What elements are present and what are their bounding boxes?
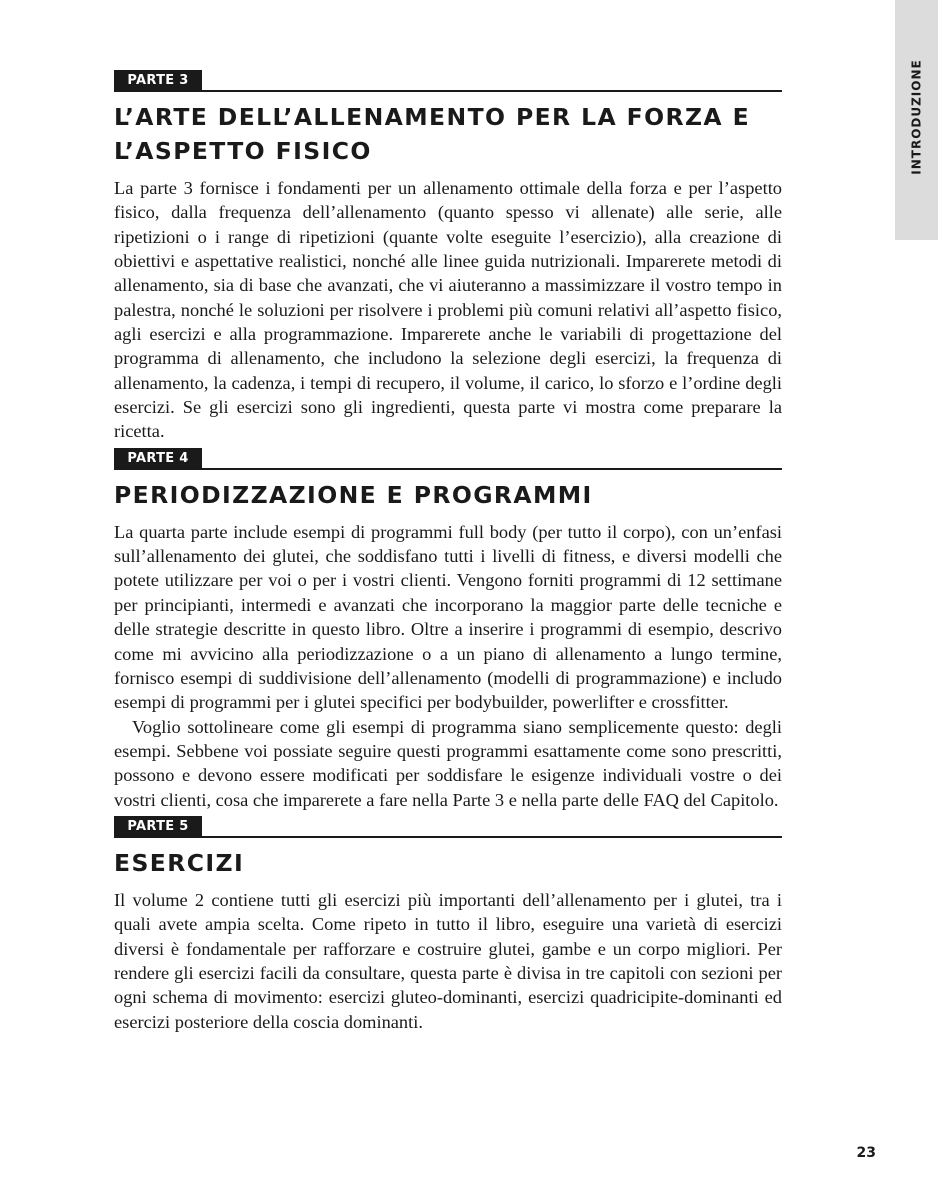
section-title bbox=[114, 100, 782, 168]
section-header-bar bbox=[114, 816, 782, 840]
side-tab bbox=[895, 0, 938, 240]
section-rule bbox=[202, 468, 782, 470]
section-rule bbox=[202, 90, 782, 92]
body-paragraph: Il volume 2 contiene tutti gli esercizi più importanti dell’allenamento per i glutei, tra i quali avete ampia scelta. Come ripeto in tutto il libro, eseguire una varietà di esercizi diversi è fondamentale per rafforzare e costruire glutei, gambe e un corpo migliori. Per rendere gli esercizi facili da consultare, questa parte è divisa in tre capitoli con sezioni per ogni schema di movimento: esercizi gluteo-dominanti, esercizi quadricipite-dominanti ed esercizi posteriore della coscia dominanti. bbox=[114, 889, 782, 1032]
section-title bbox=[114, 846, 782, 880]
page-number: 23 bbox=[856, 1145, 876, 1161]
section-parte-4 bbox=[114, 448, 782, 812]
side-tab-label: INTRODUZIONE bbox=[909, 59, 924, 175]
section-tag: PARTE 5 bbox=[114, 816, 202, 838]
section-title-line: L’ARTE DELL’ALLENAMENTO PER LA FORZA E bbox=[114, 103, 751, 131]
section-tag: PARTE 3 bbox=[114, 70, 202, 92]
section-parte-3 bbox=[114, 70, 782, 444]
section-title-line: PERIODIZZAZIONE E PROGRAMMI bbox=[114, 480, 593, 509]
section-parte-5 bbox=[114, 816, 782, 1034]
page-content bbox=[114, 70, 782, 1034]
body-paragraph: La quarta parte include esempi di programmi full body (per tutto il corpo), con un’enfasi sull’allenamento dei glutei, che soddisfano tutti i livelli di fitness, e diversi modelli che potete utilizzare per voi o per i vostri clienti. Vengono forniti programmi di 12 settimane per principianti, intermedi e avanzati che incorporano la maggior parte delle tecniche e delle strategie descritte in questo libro. Oltre a inserire i programmi di esempio, descrivo come mi avvicino alla periodizzazione o a un piano di allenamento a lungo termine, fornisco esempi di suddivisione dell’allenamento (modelli di programmazione) e includo esempi di programmi per i glutei specifici per bodybuilder, powerlifter e crossfitter. bbox=[114, 521, 782, 713]
section-header-bar bbox=[114, 448, 782, 472]
section-tag: PARTE 4 bbox=[114, 448, 202, 470]
section-rule bbox=[202, 836, 782, 838]
body-paragraph: La parte 3 fornisce i fondamenti per un allenamento ottimale della forza e per l’aspetto fisico, dalla frequenza dell’allenamento (quanto spesso vi allenate) alle serie, alle ripetizioni o i range di ripetizioni (quante volte eseguite l’esercizio), alla creazione di obiettivi e aspettative realistici, nonché alle linee guida nutrizionali. Imparerete metodi di allenamento, sia di base che avanzati, che vi aiuteranno a massimizzare il vostro tempo in palestra, nonché le soluzioni per risolvere i problemi più comuni relativi all’aspetto fisico, agli esercizi e alla programmazione. Imparerete anche le variabili di progettazione del programma di allenamento, che includono la selezione degli esercizi, la frequenza di allenamento, la cadenza, i tempi di recupero, il volume, il carico, lo sforzo e l’ordine degli esercizi. Se gli esercizi sono gli ingredienti, questa parte vi mostra come preparare la ricetta. bbox=[114, 178, 782, 442]
section-header-bar bbox=[114, 70, 782, 94]
section-title bbox=[114, 478, 782, 512]
body-paragraph: Voglio sottolineare come gli esempi di programma siano semplicemente questo: degli esempi. Sebbene voi possiate seguire questi programmi esattamente come sono prescritti, possono e devono essere modificati per soddisfare le esigenze individuali vostre o dei vostri clienti, cosa che imparerete a fare nella Parte 3 e nella parte delle FAQ del Capitolo. bbox=[114, 716, 782, 810]
section-title-line: ESERCIZI bbox=[114, 848, 245, 877]
section-title-line: L’ASPETTO FISICO bbox=[114, 137, 372, 165]
